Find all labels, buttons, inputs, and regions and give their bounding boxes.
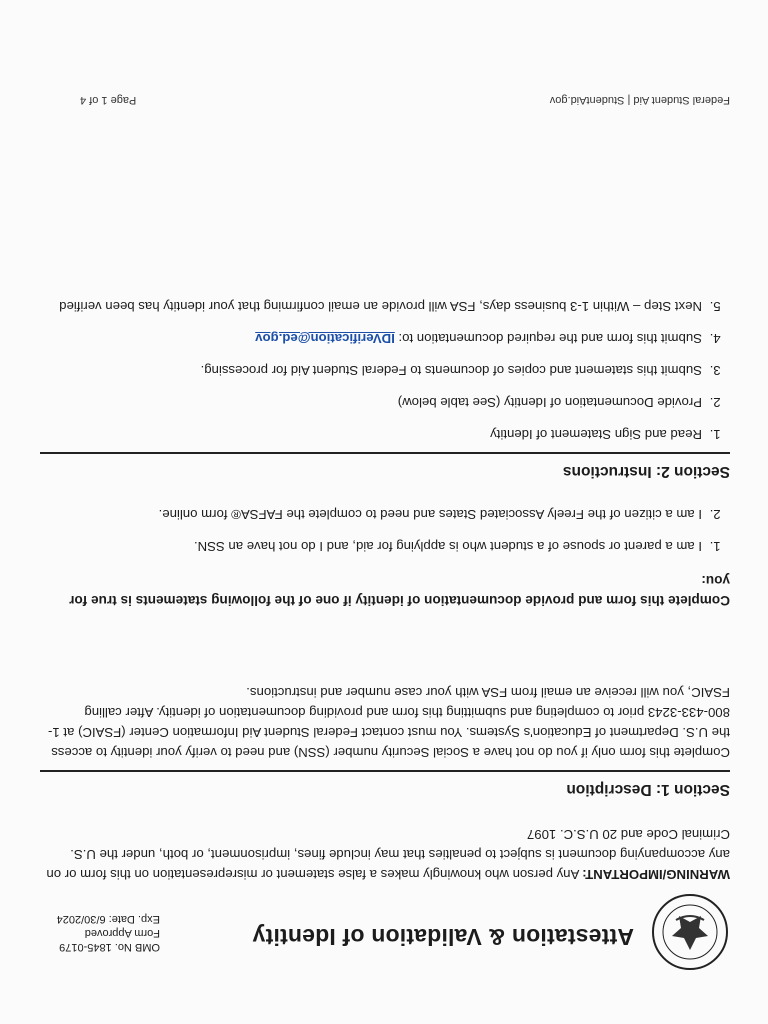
section-1-heading: Section 1: Description [40, 770, 730, 798]
section-1-list [40, 492, 730, 556]
section-2-list [40, 284, 730, 444]
expiration-date: Exp. Date: 6/30/2024 [56, 913, 160, 925]
list-item: 2. Provide Documentation of Identity (See table below) [40, 392, 706, 412]
warning-text: Any person who knowingly makes a false statement or misrepresentation on this form or on any accompanying document is subject to penalties that may include fines, imprisonment, or both, under the U.S. Criminal Code and 20 U.S.C. 1097 [46, 827, 730, 882]
form-approved: Form Approved [84, 927, 160, 939]
list-item: 1. I am a parent or spouse of a student who is applying for aid, and I do not have an SSN. [40, 536, 706, 556]
section-2-heading: Section 2: Instructions [40, 452, 730, 480]
list-item: 1. Read and Sign Statement of Identity [40, 424, 706, 444]
department-of-education-seal-icon [650, 892, 730, 972]
list-item [40, 328, 706, 348]
list-item: 2. I am a citizen of the Freely Associated States and need to complete the FAFSA® form online. [40, 504, 706, 524]
list-item: 5. Next Step – Within 1-3 business days, FSA will provide an email confirming that your identity has been verified [40, 296, 706, 316]
section-1-lead: Complete this form and provide documentation of identity if one of the following statements is true for you: [69, 573, 730, 608]
submit-instruction: Submit this form and the required documentation to: [394, 331, 702, 346]
footer-source: Federal Student Aid | StudentAid.gov [549, 94, 730, 106]
section-1-description: Complete this form only if you do not have a Social Security number (SSN) and need to verify your identity to access the U.S. Department of Education's Systems. You must contact Federal Student Aid Information Center (FSAIC) at 1-800-433-3243 prior to completing and submitting this form and providing documentation of identity. After calling FSAIC, you will receive an email from FSA with your case number and instructions. [47, 685, 730, 760]
page-number: Page 1 of 4 [80, 94, 137, 106]
email-link[interactable]: IDVerification@ed.gov [255, 331, 395, 346]
list-item: 3. Submit this statement and copies of documents to Federal Student Aid for processing. [40, 360, 706, 380]
warning-label: WARNING/IMPORTANT: [582, 867, 730, 882]
page-title: Attestation & Validation of Identity [252, 924, 634, 950]
omb-info [40, 912, 160, 954]
document-header [40, 892, 730, 972]
omb-number: OMB No. 1845-0179 [59, 941, 160, 953]
warning-notice [40, 824, 730, 884]
page-footer [40, 94, 730, 106]
